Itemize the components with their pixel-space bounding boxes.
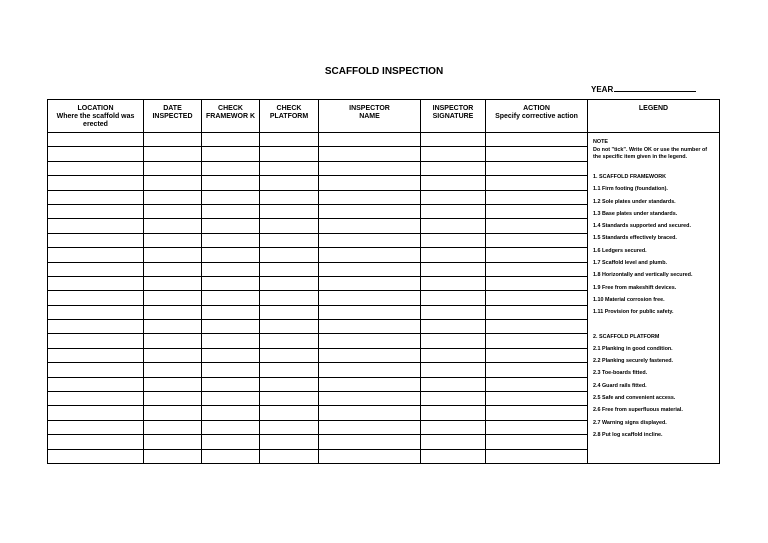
legend-section2-heading: 2. SCAFFOLD PLATFORM (593, 333, 660, 340)
cell-location[interactable] (48, 348, 144, 362)
cell-platform[interactable] (260, 435, 319, 449)
cell-date[interactable] (144, 420, 202, 434)
cell-location[interactable] (48, 219, 144, 233)
cell-inspector-signature[interactable] (421, 233, 486, 247)
cell-date[interactable] (144, 276, 202, 290)
cell-location[interactable] (48, 377, 144, 391)
cell-date[interactable] (144, 190, 202, 204)
cell-location[interactable] (48, 176, 144, 190)
cell-inspector-signature[interactable] (421, 392, 486, 406)
cell-date[interactable] (144, 348, 202, 362)
legend-item: 1.6 Ledgers secured. (593, 247, 647, 254)
cell-framework[interactable] (202, 420, 260, 434)
cell-date[interactable] (144, 320, 202, 334)
cell-date[interactable] (144, 305, 202, 319)
cell-inspector-name[interactable] (319, 392, 421, 406)
cell-location[interactable] (48, 248, 144, 262)
cell-platform[interactable] (260, 305, 319, 319)
cell-inspector-name[interactable] (319, 320, 421, 334)
cell-platform[interactable] (260, 276, 319, 290)
cell-inspector-name[interactable] (319, 406, 421, 420)
cell-framework[interactable] (202, 262, 260, 276)
cell-framework[interactable] (202, 291, 260, 305)
cell-action[interactable] (486, 133, 588, 147)
cell-date[interactable] (144, 176, 202, 190)
table-row (48, 133, 720, 147)
cell-inspector-name[interactable] (319, 133, 421, 147)
legend-item: 2.4 Guard rails fitted. (593, 382, 647, 389)
header-inspector-name: INSPECTOR NAME (319, 100, 421, 133)
cell-inspector-name[interactable] (319, 449, 421, 463)
cell-date[interactable] (144, 449, 202, 463)
cell-date[interactable] (144, 219, 202, 233)
cell-location[interactable] (48, 392, 144, 406)
header-location: LOCATION Where the scaffold was erected (48, 100, 144, 133)
cell-framework[interactable] (202, 276, 260, 290)
cell-inspector-signature[interactable] (421, 320, 486, 334)
cell-platform[interactable] (260, 291, 319, 305)
cell-inspector-name[interactable] (319, 291, 421, 305)
cell-inspector-signature[interactable] (421, 219, 486, 233)
header-legend: LEGEND (588, 100, 720, 133)
cell-framework[interactable] (202, 176, 260, 190)
cell-framework[interactable] (202, 161, 260, 175)
cell-inspector-signature[interactable] (421, 406, 486, 420)
cell-action[interactable] (486, 161, 588, 175)
inspection-sheet (47, 99, 719, 464)
cell-action[interactable] (486, 406, 588, 420)
cell-platform[interactable] (260, 176, 319, 190)
cell-date[interactable] (144, 233, 202, 247)
cell-inspector-name[interactable] (319, 334, 421, 348)
cell-framework[interactable] (202, 190, 260, 204)
cell-date[interactable] (144, 262, 202, 276)
cell-inspector-signature[interactable] (421, 147, 486, 161)
cell-date[interactable] (144, 363, 202, 377)
cell-action[interactable] (486, 392, 588, 406)
cell-inspector-name[interactable] (319, 262, 421, 276)
cell-action[interactable] (486, 248, 588, 262)
cell-date[interactable] (144, 406, 202, 420)
cell-inspector-signature[interactable] (421, 176, 486, 190)
cell-location[interactable] (48, 147, 144, 161)
cell-framework[interactable] (202, 147, 260, 161)
cell-inspector-name[interactable] (319, 420, 421, 434)
cell-date[interactable] (144, 291, 202, 305)
cell-action[interactable] (486, 204, 588, 218)
cell-framework[interactable] (202, 392, 260, 406)
cell-date[interactable] (144, 161, 202, 175)
cell-inspector-signature[interactable] (421, 348, 486, 362)
cell-inspector-name[interactable] (319, 363, 421, 377)
cell-inspector-name[interactable] (319, 161, 421, 175)
cell-date[interactable] (144, 147, 202, 161)
inspection-table (47, 99, 720, 464)
cell-location[interactable] (48, 233, 144, 247)
legend-note-text: Do not "tick". Write OK or use the number of the specific item given in the legend. (593, 147, 708, 160)
cell-inspector-name[interactable] (319, 147, 421, 161)
cell-action[interactable] (486, 348, 588, 362)
cell-inspector-name[interactable] (319, 377, 421, 391)
cell-inspector-signature[interactable] (421, 334, 486, 348)
cell-platform[interactable] (260, 219, 319, 233)
cell-inspector-signature[interactable] (421, 291, 486, 305)
cell-inspector-name[interactable] (319, 435, 421, 449)
cell-framework[interactable] (202, 219, 260, 233)
cell-framework[interactable] (202, 449, 260, 463)
cell-inspector-signature[interactable] (421, 305, 486, 319)
legend-item: 2.7 Warning signs displayed. (593, 419, 667, 426)
cell-inspector-signature[interactable] (421, 133, 486, 147)
cell-inspector-name[interactable] (319, 190, 421, 204)
cell-action[interactable] (486, 176, 588, 190)
legend-item: 1.4 Standards supported and secured. (593, 223, 691, 230)
cell-inspector-signature[interactable] (421, 204, 486, 218)
cell-framework[interactable] (202, 233, 260, 247)
legend-item: 1.9 Free from makeshift devices. (593, 284, 677, 291)
cell-action[interactable] (486, 147, 588, 161)
cell-location[interactable] (48, 204, 144, 218)
header-check-framework: CHECK FRAMEWOR K (202, 100, 260, 133)
cell-date[interactable] (144, 334, 202, 348)
cell-action[interactable] (486, 233, 588, 247)
cell-location[interactable] (48, 262, 144, 276)
legend-item: 1.1 Firm footing (foundation). (593, 186, 668, 193)
cell-location[interactable] (48, 363, 144, 377)
cell-framework[interactable] (202, 305, 260, 319)
cell-location[interactable] (48, 435, 144, 449)
cell-inspector-signature[interactable] (421, 190, 486, 204)
cell-action[interactable] (486, 435, 588, 449)
legend-item: 2.6 Free from superfluous material. (593, 407, 683, 414)
cell-inspector-name[interactable] (319, 233, 421, 247)
cell-platform[interactable] (260, 190, 319, 204)
legend-item: 2.1 Planking in good condition. (593, 345, 673, 352)
cell-framework[interactable] (202, 334, 260, 348)
cell-location[interactable] (48, 406, 144, 420)
cell-location[interactable] (48, 334, 144, 348)
cell-date[interactable] (144, 435, 202, 449)
year-blank-line[interactable] (614, 83, 696, 92)
legend-item: 1.11 Provision for public safety. (593, 309, 674, 316)
cell-location[interactable] (48, 161, 144, 175)
cell-location[interactable] (48, 291, 144, 305)
cell-platform[interactable] (260, 406, 319, 420)
cell-platform[interactable] (260, 348, 319, 362)
cell-inspector-name[interactable] (319, 276, 421, 290)
cell-inspector-name[interactable] (319, 204, 421, 218)
cell-framework[interactable] (202, 204, 260, 218)
cell-framework[interactable] (202, 435, 260, 449)
cell-platform[interactable] (260, 233, 319, 247)
cell-platform[interactable] (260, 420, 319, 434)
header-date-inspected: DATE INSPECTED (144, 100, 202, 133)
cell-action[interactable] (486, 262, 588, 276)
header-action: ACTION Specify corrective action (486, 100, 588, 133)
header-check-platform: CHECK PLATFORM (260, 100, 319, 133)
legend-cell (588, 133, 720, 464)
legend-item: 2.5 Safe and convenient access. (593, 395, 676, 402)
legend-item: 2.3 Toe-boards fitted. (593, 370, 648, 377)
legend-item: 2.2 Planking securely fastened. (593, 358, 673, 365)
cell-inspector-signature[interactable] (421, 363, 486, 377)
cell-location[interactable] (48, 420, 144, 434)
cell-framework[interactable] (202, 348, 260, 362)
cell-action[interactable] (486, 276, 588, 290)
cell-framework[interactable] (202, 133, 260, 147)
cell-inspector-signature[interactable] (421, 276, 486, 290)
cell-framework[interactable] (202, 377, 260, 391)
legend-item: 2.8 Put log scaffold incline. (593, 431, 663, 438)
cell-action[interactable] (486, 420, 588, 434)
cell-action[interactable] (486, 190, 588, 204)
cell-inspector-name[interactable] (319, 348, 421, 362)
cell-platform[interactable] (260, 161, 319, 175)
cell-date[interactable] (144, 204, 202, 218)
cell-location[interactable] (48, 133, 144, 147)
cell-framework[interactable] (202, 320, 260, 334)
cell-action[interactable] (486, 219, 588, 233)
table-body (48, 133, 720, 464)
cell-platform[interactable] (260, 363, 319, 377)
legend-item: 1.2 Sole plates under standards. (593, 198, 676, 205)
cell-framework[interactable] (202, 248, 260, 262)
cell-platform[interactable] (260, 449, 319, 463)
header-inspector-signature: INSPECTOR SIGNATURE (421, 100, 486, 133)
cell-location[interactable] (48, 449, 144, 463)
document-title: SCAFFOLD INSPECTION (324, 66, 444, 77)
cell-framework[interactable] (202, 406, 260, 420)
cell-date[interactable] (144, 377, 202, 391)
cell-location[interactable] (48, 276, 144, 290)
legend-item: 1.5 Standards effectively braced. (593, 235, 677, 242)
legend-item: 1.3 Base plates under standards. (593, 210, 678, 217)
cell-platform[interactable] (260, 377, 319, 391)
legend-item: 1.7 Scaffold level and plumb. (593, 260, 667, 267)
cell-date[interactable] (144, 133, 202, 147)
cell-location[interactable] (48, 190, 144, 204)
cell-inspector-signature[interactable] (421, 449, 486, 463)
year-field[interactable] (591, 83, 696, 94)
cell-location[interactable] (48, 305, 144, 319)
cell-platform[interactable] (260, 320, 319, 334)
header-row (48, 100, 720, 133)
legend-item: 1.8 Horizontally and vertically secured. (593, 272, 693, 279)
cell-date[interactable] (144, 392, 202, 406)
cell-inspector-name[interactable] (319, 248, 421, 262)
cell-action[interactable] (486, 305, 588, 319)
cell-action[interactable] (486, 291, 588, 305)
cell-platform[interactable] (260, 133, 319, 147)
cell-action[interactable] (486, 449, 588, 463)
cell-inspector-name[interactable] (319, 176, 421, 190)
cell-action[interactable] (486, 377, 588, 391)
cell-inspector-signature[interactable] (421, 420, 486, 434)
cell-action[interactable] (486, 363, 588, 377)
cell-platform[interactable] (260, 262, 319, 276)
cell-inspector-name[interactable] (319, 305, 421, 319)
cell-platform[interactable] (260, 392, 319, 406)
cell-inspector-signature[interactable] (421, 248, 486, 262)
year-label: YEAR (591, 85, 614, 94)
cell-inspector-signature[interactable] (421, 161, 486, 175)
cell-action[interactable] (486, 320, 588, 334)
cell-framework[interactable] (202, 363, 260, 377)
cell-action[interactable] (486, 334, 588, 348)
cell-platform[interactable] (260, 334, 319, 348)
cell-platform[interactable] (260, 204, 319, 218)
legend (588, 133, 719, 444)
cell-inspector-signature[interactable] (421, 262, 486, 276)
legend-item: 1.10 Material corrosion free. (593, 296, 665, 303)
cell-inspector-name[interactable] (319, 219, 421, 233)
legend-note-heading: NOTE (593, 139, 608, 145)
cell-inspector-signature[interactable] (421, 377, 486, 391)
cell-date[interactable] (144, 248, 202, 262)
cell-platform[interactable] (260, 248, 319, 262)
cell-inspector-signature[interactable] (421, 435, 486, 449)
cell-location[interactable] (48, 320, 144, 334)
cell-platform[interactable] (260, 147, 319, 161)
legend-section1-heading: 1. SCAFFOLD FRAMEWORK (593, 174, 667, 180)
